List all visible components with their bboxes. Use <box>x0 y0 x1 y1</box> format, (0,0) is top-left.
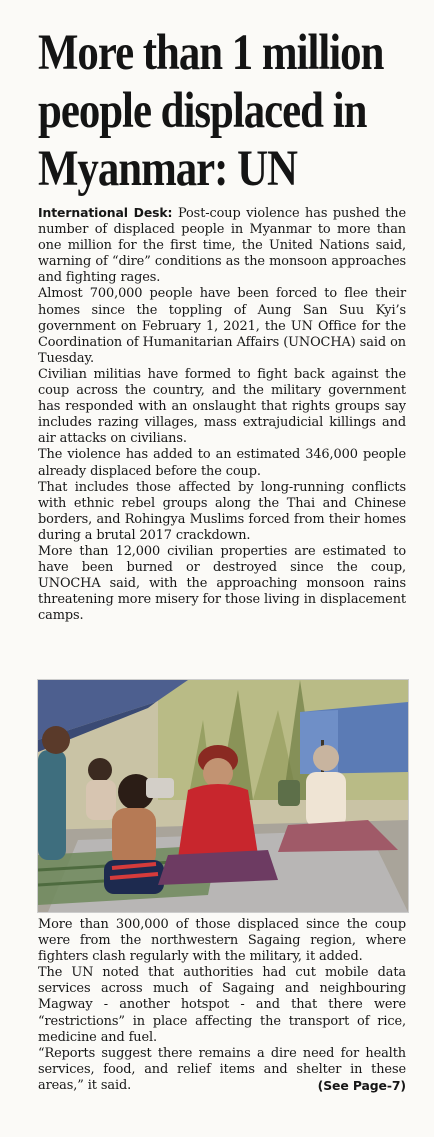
paragraph: The violence has added to an estimated 346,000 people already displaced before the coup. <box>38 447 406 479</box>
headline-line-3: Myanmar: UN <box>38 141 297 197</box>
article-body-bottom <box>38 917 406 1094</box>
paragraph: The UN noted that authorities had cut mobile data services across much of Sagaing and neighbouring Magway - another hotspot - and that there were “restrictions” in place affecting the transport of rice, medicine and fuel. <box>38 965 406 1045</box>
paragraph: More than 12,000 civilian properties are estimated to have been burned or destroyed since the coup, UNOCHA said, with the approaching monsoon rains threatening more misery for those living in displacement camps. <box>38 543 406 624</box>
dateline: International Desk: <box>38 205 173 220</box>
paragraph-text: “Reports suggest there remains a dire need for health services, food, and relief items and shelter in these areas,” it said. <box>38 1045 406 1093</box>
paragraph: Civilian militias have formed to fight back against the coup across the country, and the military government has responded with an onslaught that rights groups say includes razing villages, mass extrajudicial killings and air attacks on civilians. <box>38 366 406 447</box>
paragraph: More than 300,000 of those displaced since the coup were from the northwestern Sagaing region, where fighters clash regularly with the military, it added. <box>38 917 406 965</box>
paragraph: That includes those affected by long-running conflicts with ethnic rebel groups along the Thai and Chinese borders, and Rohingya Muslims forced from their homes during a brutal 2017 crackdown. <box>38 479 406 543</box>
paragraph <box>38 1046 406 1094</box>
see-page-link[interactable]: (See Page-7) <box>317 1077 406 1093</box>
article-body-top <box>38 205 406 624</box>
paragraph: Almost 700,000 people have been forced to flee their homes since the toppling of Aung San Suu Kyi’s government on February 1, 2021, the UN Office for the Coordination of Humanitarian Affairs (UNOCHA) said on Tuesday. <box>38 286 406 366</box>
paragraph-text: Post-coup violence has pushed the number of displaced people in Myanmar to more than one million for the first time, the United Nations said, warning of “dire” conditions as the monsoon approaches and fighting rages. <box>38 206 407 286</box>
paragraph <box>38 205 406 286</box>
headline-line-1: More than 1 million <box>38 25 384 81</box>
headline <box>38 24 384 198</box>
headline-line-2: people displaced in <box>38 83 367 139</box>
news-photo <box>37 679 409 913</box>
